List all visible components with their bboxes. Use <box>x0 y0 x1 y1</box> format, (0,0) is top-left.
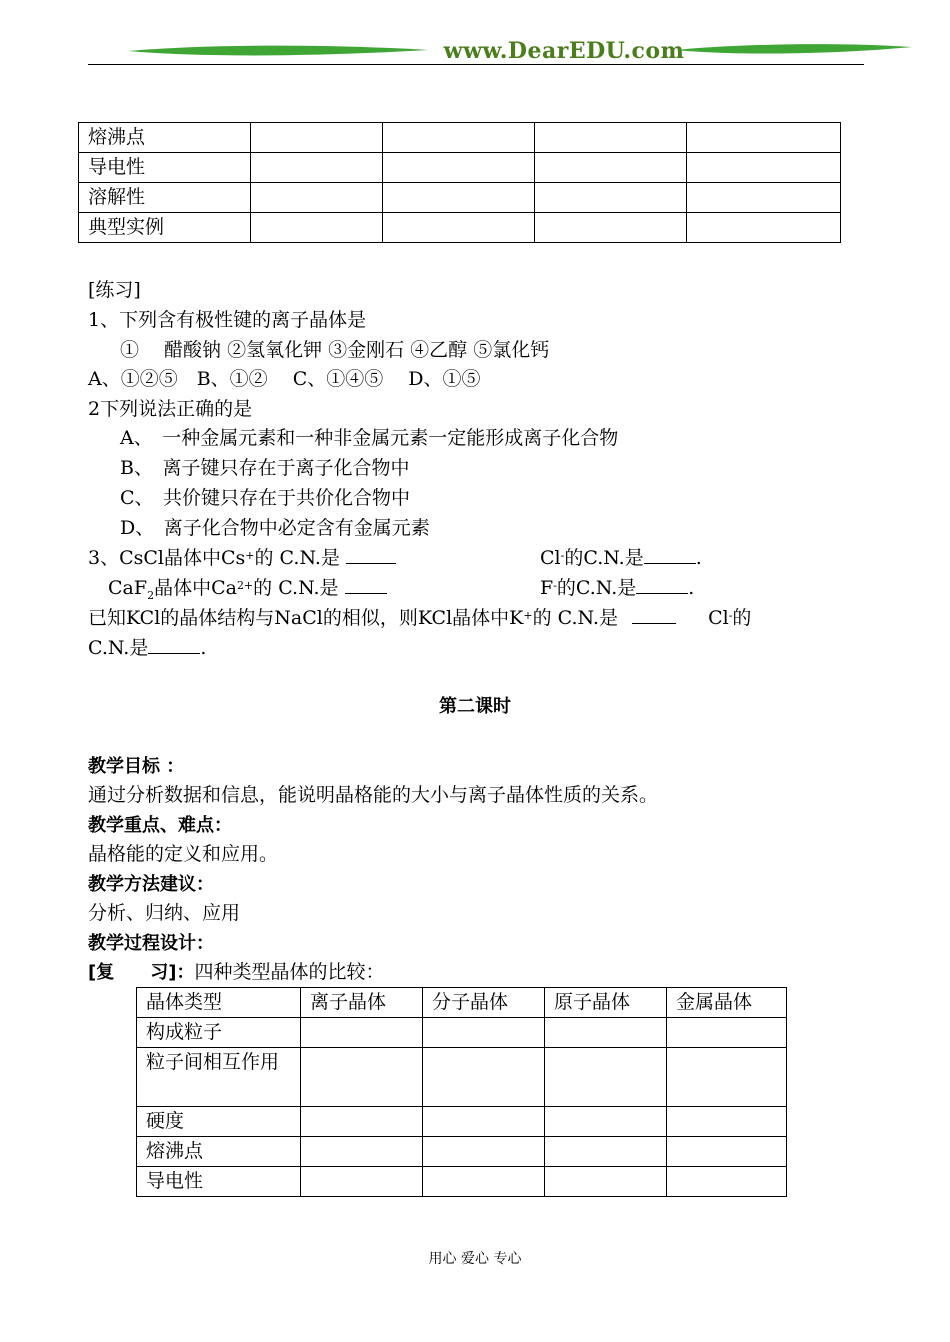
table-cell: 构成粒子 <box>137 1018 301 1048</box>
table-row <box>79 153 841 183</box>
period: . <box>688 577 695 599</box>
question-4-line-1 <box>88 604 751 633</box>
q3-text: 3、CsCl晶体中Cs <box>88 547 246 569</box>
table-cell <box>423 1048 545 1107</box>
table-header-cell: 离子晶体 <box>301 988 423 1018</box>
question-1-answers: A、①②⑤ B、①② C、①④⑤ D、①⑤ <box>88 368 481 390</box>
superscript: - <box>553 579 557 592</box>
table-cell <box>251 183 383 213</box>
table-cell <box>423 1018 545 1048</box>
q3-text: 的 C.N.是 <box>253 577 339 599</box>
key-points-label: 教学重点、难点： <box>88 815 232 836</box>
table-row <box>137 1137 787 1167</box>
table-cell <box>545 1048 667 1107</box>
superscript: + <box>245 549 255 562</box>
table-cell: 导电性 <box>137 1167 301 1197</box>
question-2-option-c: C、 共价键只存在于共价化合物中 <box>120 487 411 509</box>
table-cell <box>301 1167 423 1197</box>
q4-text: C.N.是 <box>88 637 149 659</box>
table-header-cell: 金属晶体 <box>667 988 787 1018</box>
question-1-options: ① 醋酸钠 ②氢氧化钾 ③金刚石 ④乙醇 ⑤氯化钙 <box>120 339 550 361</box>
q3-text: 的C.N.是 <box>564 547 644 569</box>
table-cell <box>535 123 687 153</box>
table-cell <box>545 1167 667 1197</box>
table-cell <box>535 183 687 213</box>
table-cell <box>687 183 841 213</box>
review-line <box>88 958 384 987</box>
q3-text: 的 C.N.是 <box>254 547 340 569</box>
question-4-line-2 <box>88 634 206 663</box>
table-cell <box>383 213 535 243</box>
table-cell <box>667 1167 787 1197</box>
table-cell <box>251 123 383 153</box>
table-cell <box>535 213 687 243</box>
answer-blank[interactable] <box>148 637 200 654</box>
table-cell <box>383 123 535 153</box>
header-rule <box>88 64 864 65</box>
q3-text: Cl <box>540 547 561 569</box>
question-2-option-a: A、 一种金属元素和一种非金属元素一定能形成离子化合物 <box>120 427 619 449</box>
answer-blank[interactable] <box>346 547 396 564</box>
period: . <box>695 547 702 569</box>
goal-label: 教学目标 ： <box>88 756 185 777</box>
q3-text: 的C.N.是 <box>556 577 637 599</box>
question-3-line-1 <box>88 544 396 573</box>
method-label: 教学方法建议： <box>88 874 214 895</box>
table-cell <box>423 1107 545 1137</box>
left-leaf-decoration <box>128 44 428 58</box>
right-leaf-decoration <box>676 42 912 56</box>
superscript: 2+ <box>236 579 254 592</box>
table-cell: 熔沸点 <box>137 1137 301 1167</box>
table-cell <box>667 1048 787 1107</box>
superscript: - <box>728 609 733 622</box>
question-2-option-b: B、 离子键只存在于离子化合物中 <box>120 457 410 479</box>
q3-text: 晶体中Ca <box>154 577 237 599</box>
table-cell <box>423 1167 545 1197</box>
question-2-option-d: D、 离子化合物中必定含有金属元素 <box>120 517 430 539</box>
key-points-text: 晶格能的定义和应用。 <box>88 843 279 865</box>
table-row <box>137 1048 787 1107</box>
table-cell: 典型实例 <box>79 213 251 243</box>
review-text: 四种类型晶体的比较： <box>194 961 385 983</box>
table-cell: 粒子间相互作用 <box>137 1048 301 1107</box>
table-cell <box>545 1018 667 1048</box>
table-header-cell: 晶体类型 <box>137 988 301 1018</box>
page-footer: 用心 爱心 专心 <box>428 1251 522 1267</box>
site-logo-text: www.DearEDU.com <box>443 38 685 64</box>
q4-text: 已知KCl的晶体结构与NaCl的相似，则KCl晶体中K <box>88 607 524 629</box>
table-row <box>137 1018 787 1048</box>
table-row <box>137 1107 787 1137</box>
q3-text: F <box>540 577 554 599</box>
table-cell: 熔沸点 <box>79 123 251 153</box>
q4-text: 的 <box>732 607 752 629</box>
table-cell <box>667 1018 787 1048</box>
question-3-line-2-right <box>540 574 694 603</box>
table-cell <box>251 213 383 243</box>
table-cell: 导电性 <box>79 153 251 183</box>
answer-blank[interactable] <box>632 607 676 624</box>
review-label: [复 习]： <box>88 962 195 983</box>
exercise-heading: [练习] <box>88 279 141 301</box>
period: . <box>200 637 207 659</box>
answer-blank[interactable] <box>644 547 696 564</box>
table-cell <box>423 1137 545 1167</box>
table-cell <box>667 1137 787 1167</box>
table-cell <box>545 1137 667 1167</box>
table-header-cell: 原子晶体 <box>545 988 667 1018</box>
table-cell <box>667 1107 787 1137</box>
question-1: 1、下列含有极性键的离子晶体是 <box>88 309 367 331</box>
table-cell <box>301 1018 423 1048</box>
subscript: 2 <box>147 588 155 602</box>
table-cell <box>251 153 383 183</box>
table-cell <box>383 183 535 213</box>
table-cell <box>535 153 687 183</box>
table-cell <box>545 1107 667 1137</box>
lesson-title: 第二课时 <box>439 696 511 717</box>
crystal-properties-table-continued <box>78 122 841 243</box>
table-row <box>79 123 841 153</box>
goal-text: 通过分析数据和信息，能说明晶格能的大小与离子晶体性质的关系。 <box>88 784 659 806</box>
table-cell <box>383 153 535 183</box>
table-row <box>137 1167 787 1197</box>
table-cell <box>301 1107 423 1137</box>
table-row <box>79 183 841 213</box>
method-text: 分析、归纳、应用 <box>88 902 241 924</box>
page-header <box>88 34 864 70</box>
table-cell <box>687 213 841 243</box>
superscript: + <box>523 609 533 622</box>
question-2: 2下列说法正确的是 <box>88 398 253 420</box>
table-cell <box>301 1048 423 1107</box>
q4-text: 的 C.N.是 <box>532 607 618 629</box>
table-cell <box>687 153 841 183</box>
q4-text: Cl <box>708 607 729 629</box>
answer-blank[interactable] <box>636 577 688 594</box>
q3-text: CaF <box>108 577 148 599</box>
table-row <box>79 213 841 243</box>
question-3-line-1-right <box>540 544 702 573</box>
superscript: - <box>560 549 565 562</box>
table-header-row <box>137 988 787 1018</box>
table-cell: 溶解性 <box>79 183 251 213</box>
table-cell: 硬度 <box>137 1107 301 1137</box>
process-label: 教学过程设计： <box>88 933 214 954</box>
answer-blank[interactable] <box>345 577 387 594</box>
table-cell <box>301 1137 423 1167</box>
crystal-comparison-table <box>136 987 787 1197</box>
table-header-cell: 分子晶体 <box>423 988 545 1018</box>
table-cell <box>687 123 841 153</box>
